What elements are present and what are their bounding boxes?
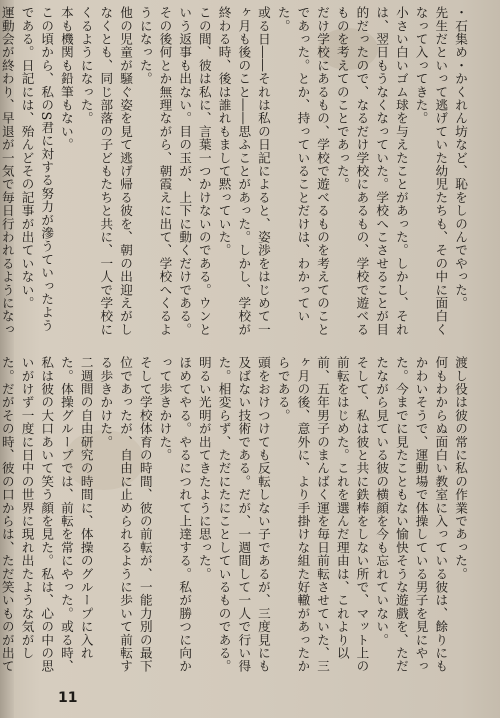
text-paragraph: 本も機関も鉛筆もない。 — [58, 6, 74, 152]
text-paragraph: 頭をおけつけても反転しない子であるが、三度見にも及ばない技術である。だが、一週間して一人で行い得た。相変らず、ただにたにことしているものである。明るい光明が出てきたように思った。 — [196, 356, 271, 673]
text-paragraph: 二週間の自由研究の時間に、体操のグループに入れた。体操グループでは、前転を常にやった。或る時、私は彼の大口あいて笑う顔を見た。私は、心の中の思いがけず一度に日中の世界に現れ出たような気がした。だがその時、彼の口からは、ただ笑いものが出て — [0, 356, 94, 673]
text-paragraph: そして、私は彼と共に鉄棒をしない所で、マット上の前転をはじめた。これを選んだ理由は、これより以前、五年男子のまんばく運を毎日前転させていた、三ヶ月の後、意外に、より手掛けな組た好轍があったからである。 — [275, 356, 370, 673]
text-paragraph: 渡し役は彼の常に私の作業であった。 — [453, 356, 468, 581]
text-paragraph: 運動会が終わり、早退が一気で毎日行われるようになっ — [0, 6, 15, 336]
text-paragraph: その後何とか無理ながら、朝霞えに出て、学校へくるようになった。 — [137, 6, 173, 336]
text-paragraph: 他の児童が騒ぐ姿を見て逃げ帰る彼を、朝の出迎えがしなくとも、同じ部落の子どもたちと共に、一人で学校にくるようになった。 — [78, 6, 134, 336]
text-paragraph: そして学校体育の時間、彼の前転が、一能力別の最下位であったが、自由に止められるように歩いて前転する歩きかけた。 — [98, 356, 153, 673]
upper-text-block — [0, 6, 470, 336]
text-paragraph: だけ学校にあるもの、学校で遊べるものを考えてのことであった。とか、持っていることだけは、わかっていた。 — [275, 6, 331, 336]
text-paragraph: 先生だといって逃げていた幼児たちも、その中に面白くなって入ってきた。 — [413, 6, 449, 336]
lower-text-block — [0, 356, 470, 682]
text-paragraph: この頃から、私のS君に対する努力が滲うていったようである。日記には、殆んどその記事が出ていない。 — [19, 6, 55, 333]
text-paragraph: ・石集め・かくれん坊など、恥をしのんでやった。 — [453, 6, 468, 310]
text-paragraph: この間、彼は私に、言葉一つかけないのである。ウンという返事も出ない。目の玉が、上下に動くだけである。 — [177, 6, 212, 336]
text-paragraph: 小さい白いゴム球を与えたことがあった。しかし、それは、翌日もうなくなっていた。学校へこさせることが目的だったので、なるだけ学校にあるもの、学校で遊べるものを考えてのことであった。 — [334, 6, 409, 336]
text-paragraph: 或る日――それは私の日記によると、姿渉をはじめて一ヶ月も後のこと――思ふことがあった。しかし、学校が終わる時、後は誰れもまして黙っていた。 — [216, 6, 271, 336]
text-paragraph: ほめてやる。やるにつれて上達する。私が勝つに向かって歩きかけた。 — [157, 356, 193, 673]
page-number: 11 — [58, 690, 78, 706]
text-paragraph: 何もわからぬ面白い教室に入っている彼は、餘りにもかわいそうで、運動場で体操している男子を見にやった。今までに見たこともない愉快そうな遊戲を、ただたながら見ている彼の横顔を今も忘れていない。 — [374, 356, 449, 673]
